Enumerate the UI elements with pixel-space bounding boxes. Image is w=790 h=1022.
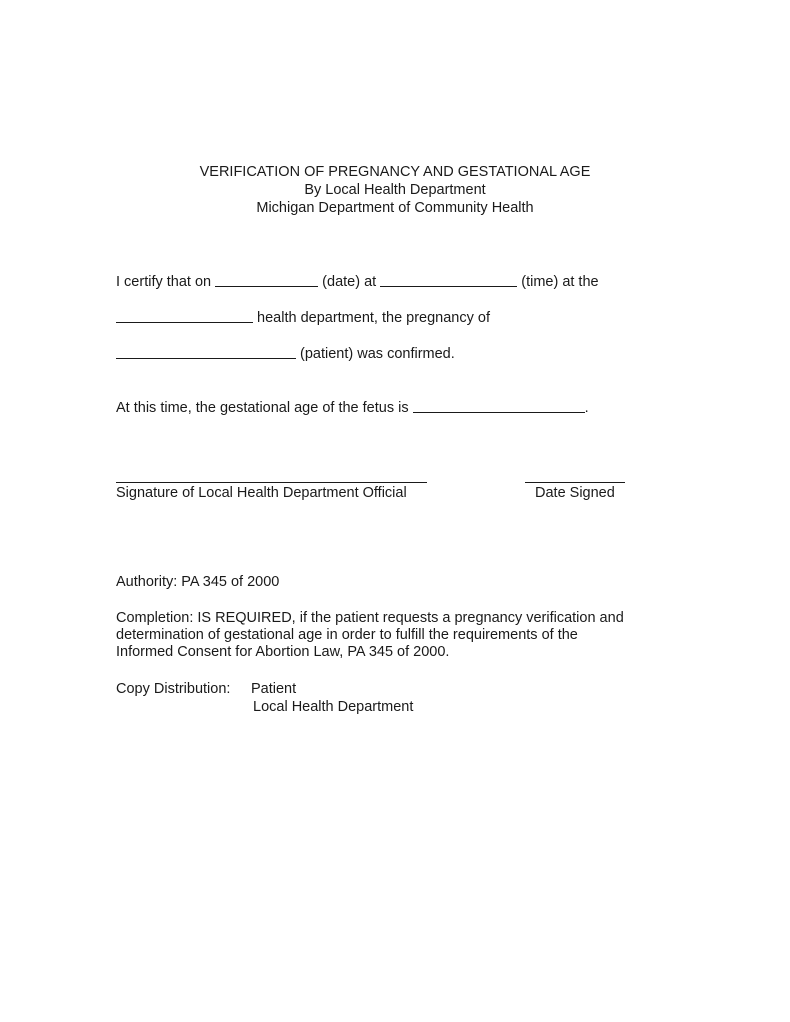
completion-paragraph [116,610,676,661]
form-subtitle: By Local Health Department [304,182,486,198]
copy-distribution-health-department: Local Health Department [253,699,414,715]
certify-line-3 [116,343,455,362]
completion-line-2: determination of gestational age in order to fulfill the requirements of the [116,627,578,643]
time-label: (time) at the [521,274,599,290]
patient-label: (patient) was confirmed. [300,346,455,362]
gestational-age-field[interactable] [413,398,585,413]
certify-prefix: I certify that on [116,274,212,290]
health-department-label: health department, the pregnancy of [257,310,490,326]
date-signed-line[interactable] [525,482,625,483]
patient-field[interactable] [116,344,296,359]
date-field[interactable] [215,272,318,287]
health-department-field[interactable] [116,308,253,323]
date-label: (date) at [322,274,377,290]
copy-distribution-label: Copy Distribution: [116,681,231,697]
form-title: VERIFICATION OF PREGNANCY AND GESTATIONAL AGE [199,164,591,180]
official-signature-label: Signature of Local Health Department Official [116,485,407,501]
authority-text: Authority: PA 345 of 2000 [116,574,280,590]
time-field[interactable] [380,272,517,287]
gestational-age-period: . [584,400,589,416]
completion-line-3: Informed Consent for Abortion Law, PA 345 of 2000. [116,644,450,660]
completion-line-1: Completion: IS REQUIRED, if the patient requests a pregnancy verification and [116,610,624,626]
copy-distribution-patient: Patient [251,681,297,697]
gestational-age-label: At this time, the gestational age of the fetus is [116,400,409,416]
form-agency: Michigan Department of Community Health [256,200,534,216]
certify-line-1 [116,271,599,290]
certify-line-2 [116,307,490,326]
date-signed-label: Date Signed [535,485,615,501]
gestational-age-line [116,397,589,416]
official-signature-line[interactable] [116,482,427,483]
